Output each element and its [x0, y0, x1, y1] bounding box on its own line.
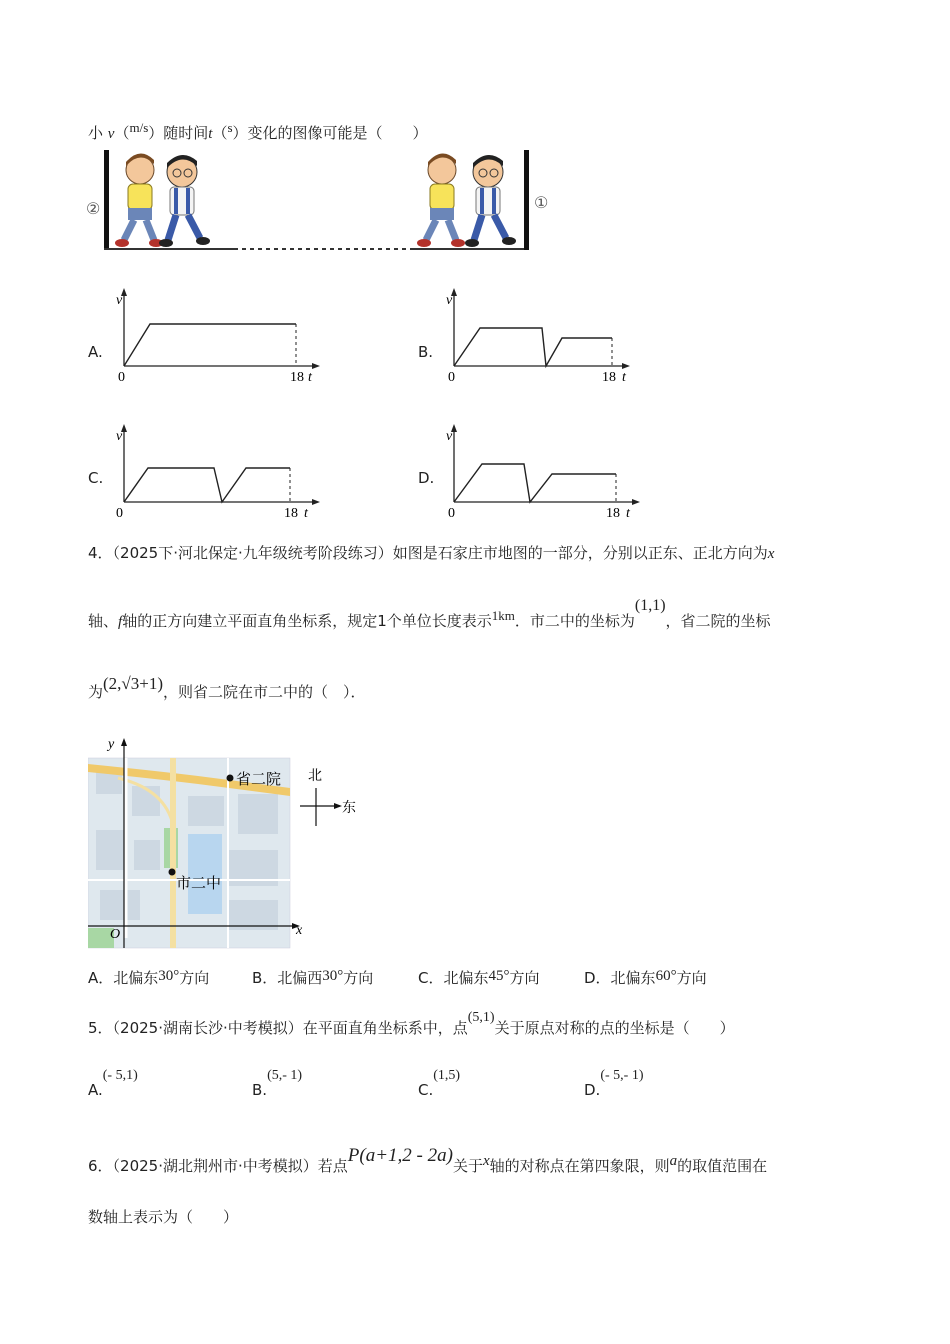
q4-option-b-deg: 30° — [322, 968, 344, 984]
graph-b-t: t — [622, 370, 626, 384]
q4-km: 1km — [491, 608, 515, 623]
q4-line3 — [88, 674, 366, 702]
q4-option-d-deg: 60° — [655, 968, 677, 984]
graph-d — [438, 420, 658, 520]
q4-option-d-suffix: 方向 — [676, 969, 707, 987]
intro-t: t — [208, 126, 213, 142]
q5-text-a: 5．（2025·湖南长沙·中考模拟）在平面直角坐标系中，点 — [88, 1019, 468, 1037]
graph-b-origin: 0 — [448, 370, 455, 384]
q4-line2-b: 轴的正方向建立平面直角坐标系，规定1个单位长度表示 — [122, 612, 492, 630]
q5-option-b-label: B. — [252, 1081, 268, 1099]
graph-a-v: v — [116, 293, 123, 308]
q5-text-b: 关于原点对称的点的坐标是（ ） — [494, 1019, 735, 1037]
q4-coord-school: (1,1) — [634, 597, 666, 614]
q4-line3-b: ，则省二院在市二中的（ ）． — [163, 683, 366, 701]
graph-b-x-arrow — [622, 363, 630, 369]
q5-option-c-label: C. — [418, 1081, 434, 1099]
walking-figure — [84, 148, 564, 254]
hospital-point — [227, 775, 234, 782]
q6-text-b: 关于 — [452, 1157, 483, 1175]
q5-option-c-value: (1,5) — [433, 1068, 461, 1083]
graph-c-line — [124, 468, 290, 502]
q4-line3-a: 为 — [88, 683, 104, 701]
boy-yellow-right — [417, 153, 465, 247]
graph-c-v: v — [116, 429, 123, 444]
graph-d-t: t — [626, 506, 630, 520]
wall-right — [524, 150, 529, 250]
q4-option-d — [584, 968, 707, 989]
map-y-arrow — [121, 738, 127, 746]
intro-prefix: 小 — [88, 124, 104, 142]
q4-option-c-suffix: 方向 — [509, 969, 540, 987]
intro-paren2: （ — [212, 124, 228, 142]
q5-option-d-label: D. — [584, 1081, 601, 1099]
q4-option-b-suffix: 方向 — [343, 969, 374, 987]
graph-c-x-arrow — [312, 499, 320, 505]
q6-line1 — [88, 1145, 768, 1177]
q4-x-var: x — [767, 546, 775, 562]
graph-c-origin: 0 — [116, 506, 123, 520]
q5-option-b — [252, 1068, 303, 1102]
q5-option-d — [584, 1068, 644, 1102]
q4-option-c — [418, 968, 540, 989]
q6-a-var: a — [669, 1153, 678, 1169]
q4-option-d-label: D．北偏东 — [584, 969, 656, 987]
q5-point: (5,1) — [467, 1010, 495, 1025]
graph-b-v: v — [446, 293, 453, 308]
q5-option-b-value: (5,- 1) — [267, 1068, 303, 1083]
graph-d-x-arrow — [632, 499, 640, 505]
graph-d-v: v — [446, 429, 453, 444]
intro-unit-v: m/s — [129, 120, 149, 135]
q4-line2-d: ，省二院的坐标 — [665, 612, 771, 630]
intro-v: v — [107, 126, 115, 142]
city-map-svg — [88, 730, 358, 950]
boy-glasses-right — [465, 155, 516, 247]
graph-c-tick: 18 — [284, 506, 298, 520]
map-y-label: y — [108, 737, 115, 752]
school-label: 市二中 — [176, 876, 222, 892]
graph-b-tick: 18 — [602, 370, 616, 384]
boy-yellow-left — [115, 153, 163, 247]
q4-option-a-deg: 30° — [158, 968, 180, 984]
intro-paren2-close: ）变化的图像可能是（ ） — [232, 124, 428, 142]
q6-text-c: 轴的对称点在第四象限，则 — [489, 1157, 670, 1175]
q4-line2 — [88, 597, 771, 632]
q4-option-c-deg: 45° — [488, 968, 510, 984]
graph-b — [438, 284, 658, 384]
q5-option-c — [418, 1068, 461, 1102]
map-water — [188, 834, 222, 914]
intro-unit-t: s — [227, 120, 233, 135]
graph-b-line — [454, 328, 612, 366]
option-a-label: A. — [88, 343, 103, 361]
graph-d-line — [454, 464, 616, 502]
marker-right: ① — [534, 195, 549, 212]
q5-option-a — [88, 1068, 138, 1102]
intro-paren1: （ — [114, 124, 130, 142]
school-point — [169, 869, 176, 876]
q4-option-b — [252, 968, 373, 989]
q4-option-a — [88, 968, 209, 989]
q4-f-var: f — [118, 614, 123, 630]
q5-option-d-value: (- 5,- 1) — [600, 1068, 644, 1083]
q4-option-a-suffix: 方向 — [179, 969, 210, 987]
q6-text-d: 的取值范围在 — [677, 1157, 768, 1175]
compass-east: 东 — [342, 801, 356, 816]
map-road-vertical — [170, 758, 176, 948]
graph-a-tick: 18 — [290, 370, 304, 384]
q4-option-a-label: A．北偏东 — [88, 969, 159, 987]
q6-text-a: 6．（2025·湖北荆州市·中考模拟）若点 — [88, 1157, 348, 1175]
boy-glasses-left — [159, 155, 210, 247]
q4-option-b-label: B．北偏西 — [252, 969, 323, 987]
graph-a — [108, 284, 328, 384]
q5-line — [88, 1010, 735, 1040]
graph-a-line — [124, 324, 296, 366]
q6-line2: 数轴上表示为（ ） — [88, 1208, 239, 1226]
map-origin-label: O — [110, 927, 121, 942]
city-map — [88, 730, 358, 950]
compass-north: 北 — [308, 769, 322, 784]
intro-paren1-close: ）随时间 — [148, 124, 209, 142]
q4-line1 — [88, 543, 774, 564]
graph-a-origin: 0 — [118, 370, 125, 384]
graph-d-tick: 18 — [606, 506, 620, 520]
option-b-label: B. — [418, 343, 434, 361]
graph-d-origin: 0 — [448, 506, 455, 520]
option-d-label: D. — [418, 469, 435, 487]
hospital-label: 省二院 — [236, 772, 282, 788]
graph-a-x-arrow — [312, 363, 320, 369]
question-intro-line — [88, 118, 428, 144]
q4-option-c-label: C．北偏东 — [418, 969, 489, 987]
q6-point: P(a+1,2 - 2a) — [347, 1145, 453, 1166]
graph-c — [108, 420, 328, 520]
graph-a-t: t — [308, 370, 312, 384]
q4-line2-a: 轴、 — [88, 612, 119, 630]
q4-coord-hospital: (2,√3+1) — [103, 674, 164, 693]
q4-line2-c: ．市二中的坐标为 — [514, 612, 635, 630]
option-c-label: C. — [88, 469, 104, 487]
map-x-label: x — [296, 923, 303, 938]
q5-option-a-value: (- 5,1) — [102, 1068, 138, 1083]
q6-x-var: x — [482, 1153, 490, 1169]
q5-option-a-label: A. — [88, 1081, 103, 1099]
wall-left — [104, 150, 109, 250]
compass-east-arrow — [334, 803, 342, 809]
graph-c-t: t — [304, 506, 308, 520]
q4-line1-text: 4．（2025下·河北保定·九年级统考阶段练习）如图是石家庄市地图的一部分，分别以正东、正北方向为 — [88, 544, 768, 562]
marker-left: ② — [86, 201, 101, 218]
